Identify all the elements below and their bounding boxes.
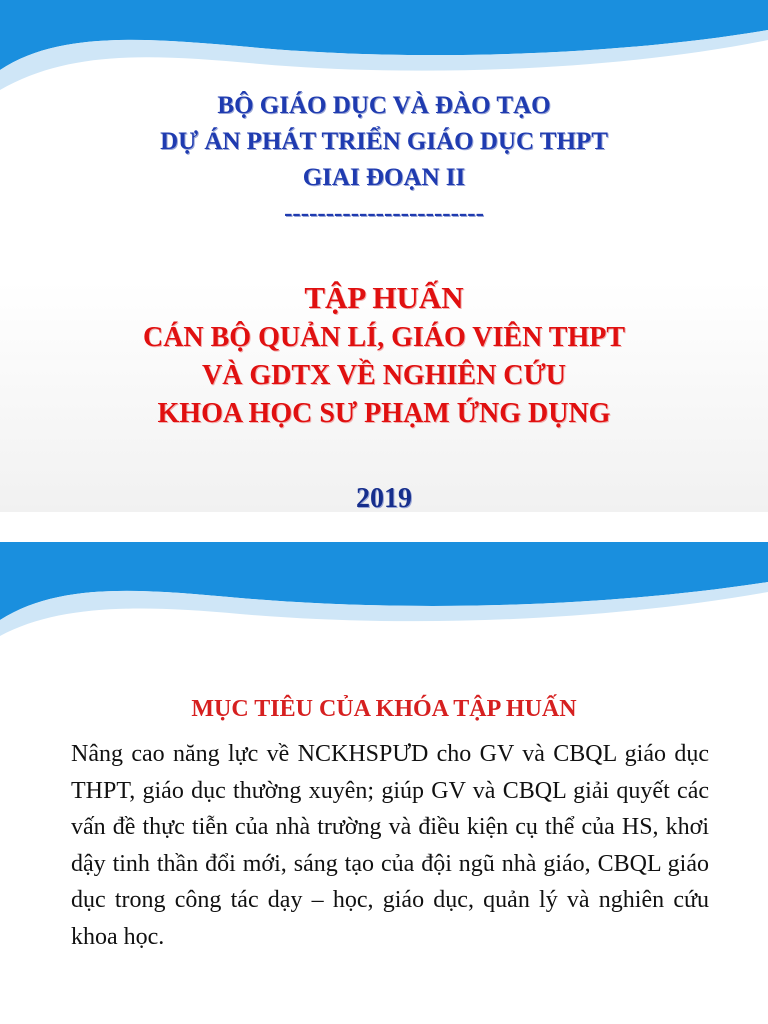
objectives-heading: MỤC TIÊU CỦA KHÓA TẬP HUẤN: [191, 696, 577, 722]
slide-objectives: [0, 512, 768, 1024]
header-line-project: DỰ ÁN PHÁT TRIỂN GIÁO DỤC THPT: [160, 128, 608, 155]
wave-decoration-top: [0, 512, 768, 652]
header-line-phase: GIAI ĐOẠN II: [302, 164, 466, 191]
objectives-body: Nâng cao năng lực về NCKHSPƯD cho GV và CBQL giáo dục THPT, giáo dục thường xuyên; giúp GV và CBQL giải quyết các vấn đề thực tiễn của nhà trường và điều kiện cụ thể của HS, khơi dậy tinh thần đổi mới, sáng tạo của đội ngũ nhà giáo, CBQL giáo dục trong công tác dạy – học, giáo dục, quản lý và nghiên cứu khoa học.: [71, 741, 709, 950]
header-line-ministry: BỘ GIÁO DỤC VÀ ĐÀO TẠO: [217, 92, 551, 119]
title-line-2: VÀ GDTX VỀ NGHIÊN CỨU: [201, 360, 567, 391]
title-line-3: KHOA HỌC SƯ PHẠM ỨNG DỤNG: [157, 398, 611, 429]
training-title: [0, 277, 768, 433]
year-label: 2019: [356, 483, 412, 512]
title-line-1: CÁN BỘ QUẢN LÍ, GIÁO VIÊN THPT: [142, 322, 626, 353]
title-main: TẬP HUẤN: [304, 280, 464, 315]
organization-header: [0, 88, 768, 232]
header-divider: ------------------------: [284, 200, 484, 227]
